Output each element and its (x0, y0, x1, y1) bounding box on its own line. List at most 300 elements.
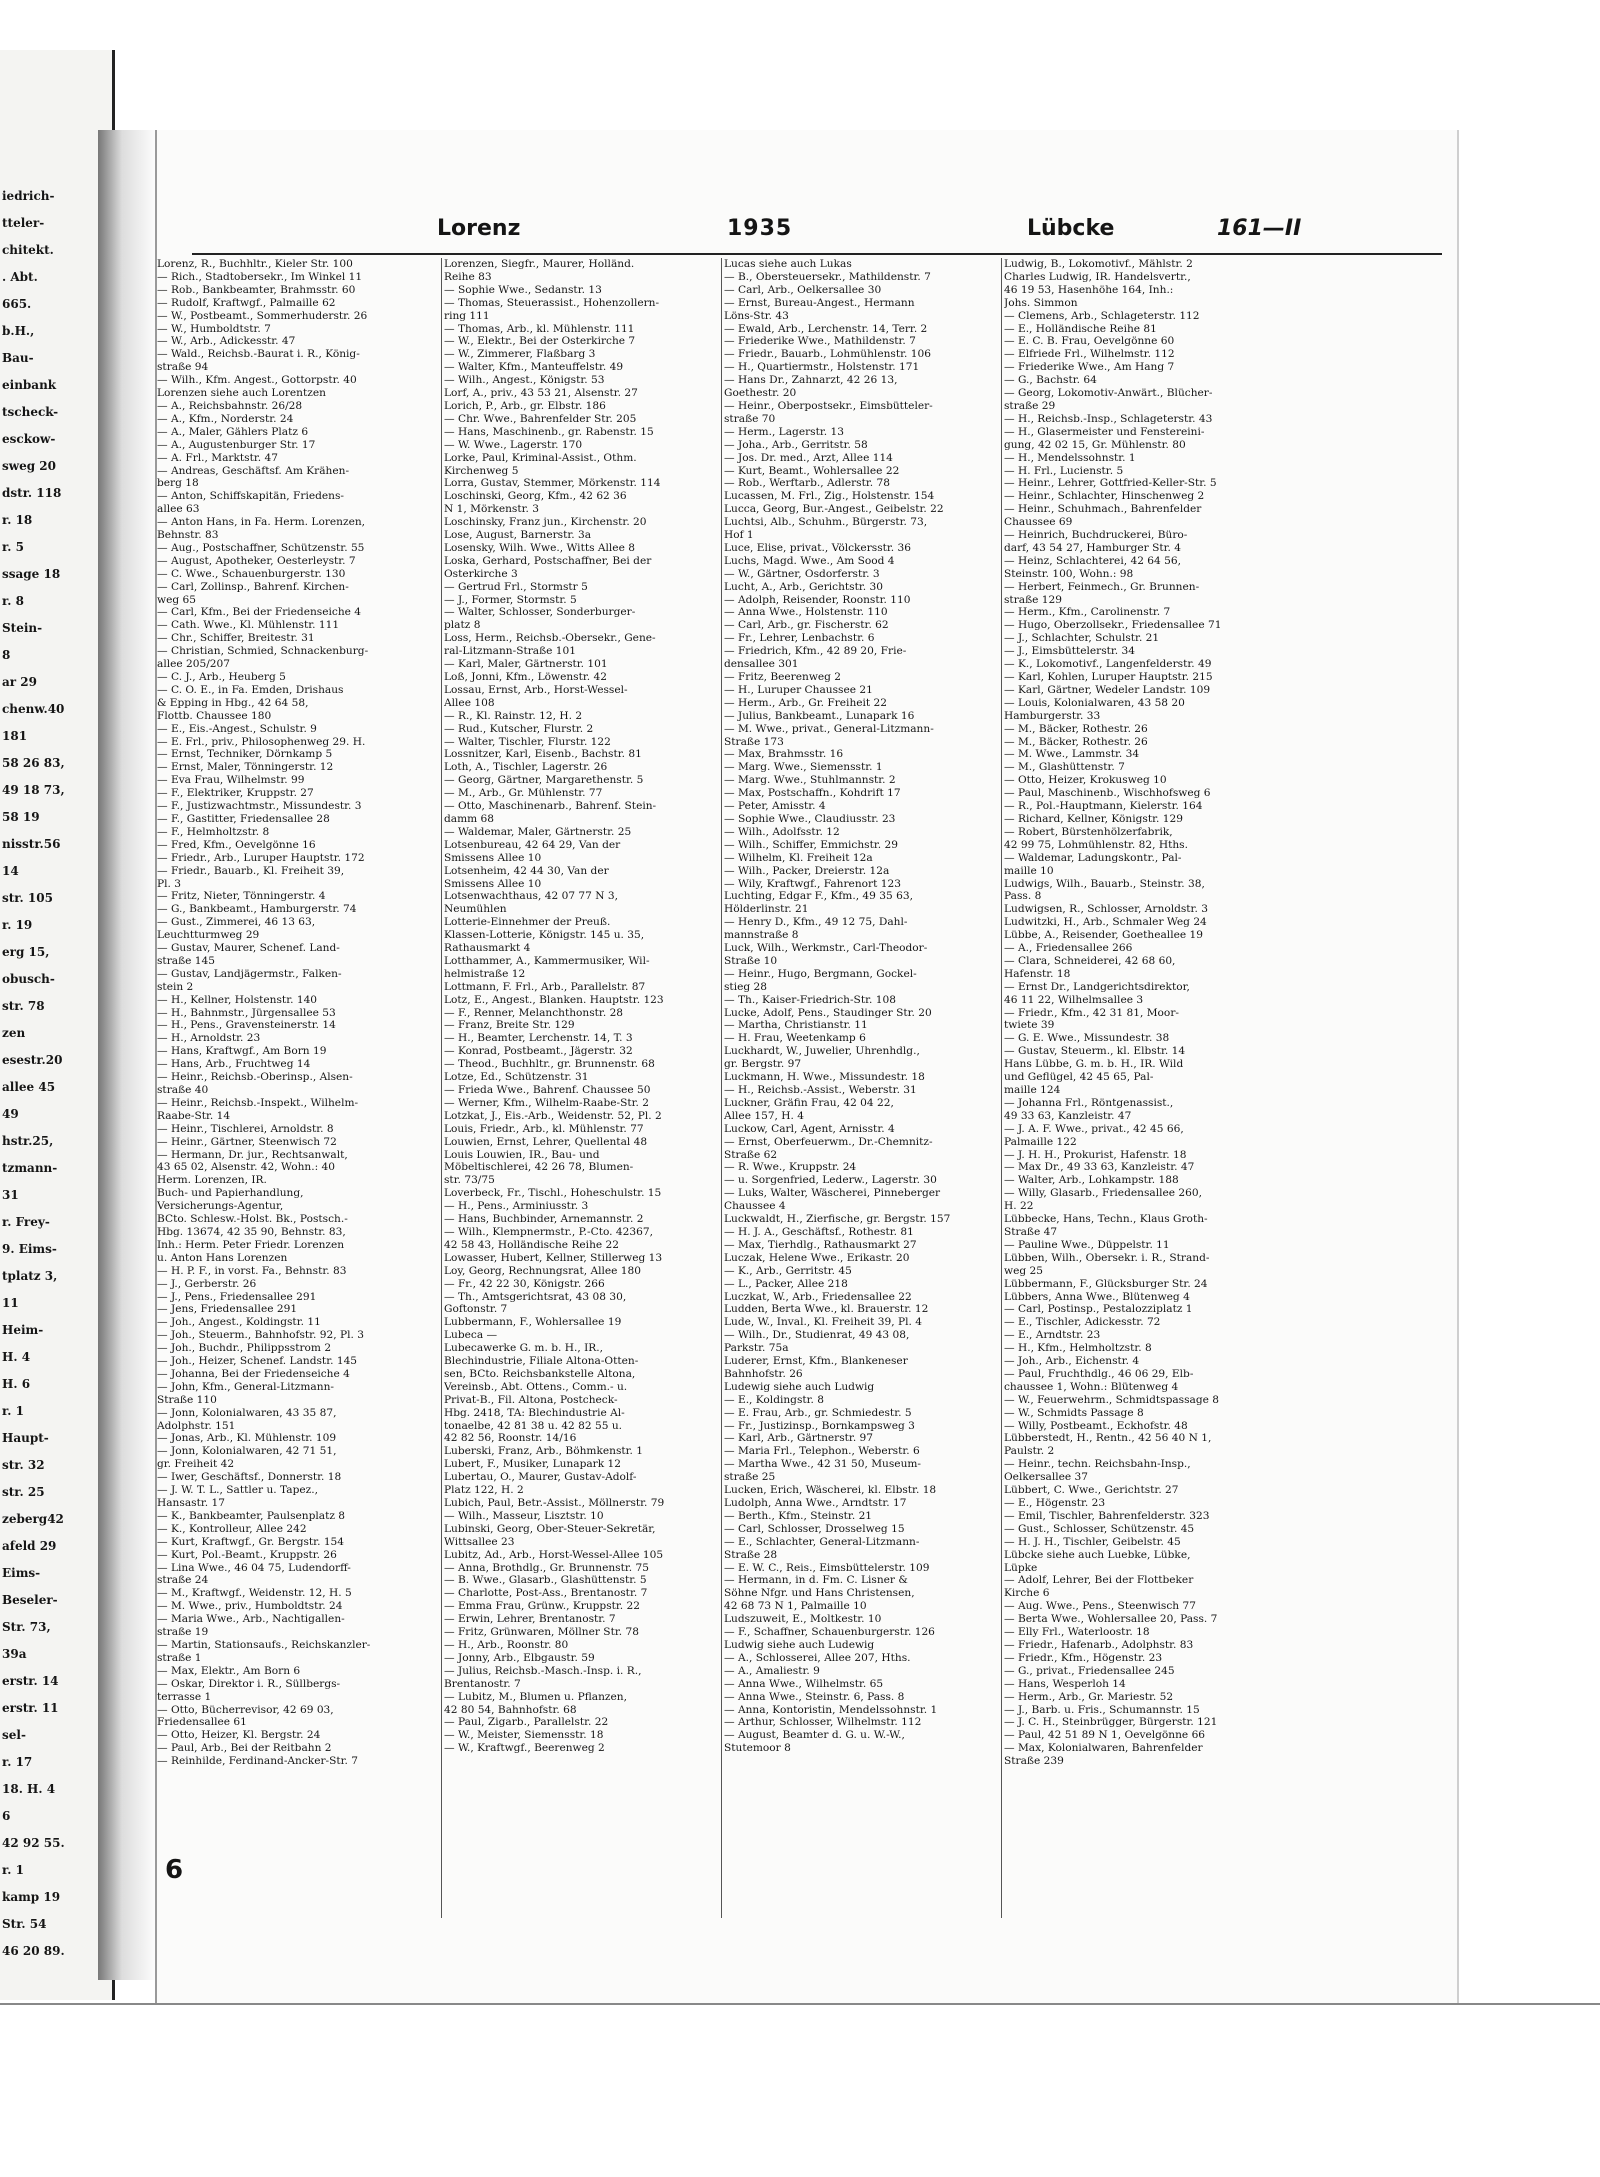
directory-entry-line: — R., Kl. Rainstr. 12, H. 2 (444, 709, 583, 722)
margin-fragment: Str. 73, (2, 1620, 51, 1634)
directory-entry-line: — W., Arb., Adickesstr. 47 (157, 335, 296, 348)
directory-entry-line: — Friedr., Kfm., 42 31 81, Moor- (1004, 1006, 1179, 1019)
directory-entry-line: — A., Augustenburger Str. 17 (157, 438, 316, 451)
directory-entry-line: — Chr., Schiffer, Breitestr. 31 (157, 632, 315, 645)
directory-entry-line: — Herm., Arb., Gr. Mariestr. 52 (1004, 1690, 1174, 1703)
directory-entry-line: — Walter, Schlosser, Sonderburger- (444, 606, 636, 619)
directory-entry-line: — Walter, Kfm., Manteuffelstr. 49 (444, 361, 624, 374)
directory-entry-line: Lotthammer, A., Kammermusiker, Wil- (444, 954, 650, 967)
directory-entry-line: Lubich, Paul, Betr.-Assist., Möllnerstr. 79 (444, 1497, 665, 1509)
directory-entry-line: — H., Mendelssohnstr. 1 (1004, 451, 1136, 464)
directory-entry-line: Inh.: Herm. Peter Friedr. Lorenzen (157, 1238, 345, 1251)
directory-entry-line: Flottb. Chaussee 180 (157, 709, 272, 722)
directory-entry-line: ral-Litzmann-Straße 101 (444, 645, 577, 658)
margin-fragment: Heim- (2, 1323, 44, 1337)
directory-entry-line: — Waldemar, Ladungskontr., Pal- (1004, 851, 1182, 864)
directory-entry-line: Lucken, Erich, Wäscherei, kl. Elbstr. 18 (724, 1484, 937, 1497)
directory-entry-line: — Th., Amtsgerichtsrat, 43 08 30, (444, 1290, 627, 1303)
directory-entry-line: — Wilh., Schiffer, Emmichstr. 29 (724, 838, 898, 851)
directory-entry-line: Behnstr. 83 (157, 529, 219, 542)
directory-entry-line: — Sophie Wwe., Sedanstr. 13 (444, 283, 602, 296)
margin-fragment: 58 19 (2, 810, 40, 824)
directory-entry-line: — Heinz, Schlachterei, 42 64 56, (1004, 554, 1181, 567)
directory-entry-line: — J., Eimsbüttelerstr. 34 (1004, 645, 1136, 658)
margin-fragment: r. 18 (2, 513, 33, 527)
directory-entry-line: — Hans, Arb., Fruchtweg 14 (157, 1058, 311, 1071)
directory-entry-line: Losensky, Wilh. Wwe., Witts Allee 8 (444, 541, 635, 554)
directory-entry-line: Ludwigsen, R., Schlosser, Arnoldstr. 3 (1004, 903, 1208, 916)
directory-entry-line: Lose, August, Barnerstr. 3a (444, 529, 592, 542)
directory-entry-line: — Berta Wwe., Wohlersallee 20, Pass. 7 (1004, 1613, 1218, 1626)
margin-fragment: 42 92 55. (2, 1836, 65, 1850)
directory-entry-line: — H., Kfm., Helmholtzstr. 8 (1004, 1342, 1152, 1355)
directory-entry-line: — Carl, Arb., gr. Fischerstr. 62 (724, 619, 889, 632)
directory-entry-line: Ludwig siehe auch Ludewig (724, 1638, 875, 1651)
directory-entry-line: — Ernst, Oberfeuerwm., Dr.-Chemnitz- (724, 1135, 933, 1148)
directory-entry-line: gr. Freiheit 42 (157, 1458, 235, 1471)
directory-entry-line: — Adolph, Reisender, Roonstr. 110 (724, 593, 911, 606)
directory-entry-line: — F., Helmholtzstr. 8 (157, 825, 270, 838)
directory-entry-line: — H., Kellner, Holstenstr. 140 (157, 993, 318, 1006)
directory-entry-line: — Frieda Wwe., Bahrenf. Chaussee 50 (444, 1084, 651, 1096)
directory-entry-line: — C. J., Arb., Heuberg 5 (157, 671, 286, 683)
directory-entry-line: — Th., Kaiser-Friedrich-Str. 108 (724, 993, 896, 1006)
directory-entry-line: — Herm., Arb., Gr. Freiheit 22 (724, 696, 888, 709)
directory-entry-line: Johs. Simmon (1004, 296, 1078, 309)
directory-entry-line: Lude, W., Inval., Kl. Freiheit 39, Pl. 4 (724, 1316, 923, 1329)
directory-entry-line: — W., Gärtner, Osdorferstr. 3 (724, 567, 880, 580)
directory-entry-line: — Gust., Schlosser, Schützenstr. 45 (1004, 1522, 1195, 1535)
directory-entry-line: — Heinr., Schlachter, Hinschenweg 2 (1004, 490, 1205, 503)
directory-entry-line: — Heinr., techn. Reichsbahn-Insp., (1004, 1458, 1191, 1471)
directory-entry-line: Brentanostr. 7 (444, 1677, 521, 1690)
directory-entry-line: Allee 157, H. 4 (724, 1109, 805, 1122)
directory-entry-line: Lossnitzer, Karl, Eisenb., Bachstr. 81 (444, 748, 642, 761)
directory-entry-line: — Theod., Buchhltr., gr. Brunnenstr. 68 (444, 1058, 655, 1071)
directory-entry-line: Ludszuweit, E., Moltkestr. 10 (724, 1613, 882, 1626)
directory-entry-line: Straße 10 (724, 954, 778, 967)
directory-entry-line: — Anton, Schiffskapitän, Friedens- (157, 490, 344, 503)
directory-entry-line: — Kurt, Beamt., Wohlersallee 22 (724, 464, 900, 477)
directory-entry-line: Oelkersallee 37 (1004, 1471, 1089, 1484)
directory-entry-line: — Karl, Kohlen, Luruper Hauptstr. 215 (1004, 671, 1213, 683)
directory-entry-line: — W., Elektr., Bei der Osterkirche 7 (444, 335, 636, 348)
directory-column-2 (444, 258, 729, 1755)
directory-entry-line: — Ernst, Maler, Tönningerstr. 12 (157, 761, 334, 774)
directory-entry-line: — Rich., Stadtobersekr., Im Winkel 11 (157, 270, 363, 283)
page-number: 161—II (1217, 216, 1302, 241)
directory-entry-line: — Johanna, Bei der Friedenseiche 4 (157, 1367, 350, 1380)
directory-entry-line: — Ewald, Arb., Lerchenstr. 14, Terr. 2 (724, 322, 928, 335)
directory-entry-line: Ludolph, Anna Wwe., Arndtstr. 17 (724, 1497, 907, 1509)
header-year: 1935 (727, 216, 793, 241)
directory-entry-line: — Lubitz, M., Blumen u. Pflanzen, (444, 1690, 627, 1703)
directory-entry-line: — R., Pol.-Hauptmann, Kielerstr. 164 (1004, 800, 1203, 813)
directory-entry-line: — Hermann, in d. Fm. C. Lisner & (724, 1574, 908, 1587)
directory-entry-line: Luce, Elise, privat., Völckersstr. 36 (724, 541, 912, 554)
directory-entry-line: straße 129 (1004, 593, 1063, 606)
margin-fragment: 6 (2, 1809, 11, 1823)
directory-entry-line: — Iwer, Geschäftsf., Donnerstr. 18 (157, 1471, 342, 1484)
directory-entry-line: — Carl, Schlosser, Drosselweg 15 (724, 1522, 905, 1535)
directory-entry-line: — Heinrich, Buchdruckerei, Büro- (1004, 529, 1188, 542)
directory-entry-line: — K., Arb., Gerritstr. 45 (724, 1264, 852, 1277)
directory-entry-line: — H., Luruper Chaussee 21 (724, 683, 873, 696)
directory-entry-line: stieg 28 (724, 980, 767, 993)
directory-entry-line: 43 65 02, Alsenstr. 42, Wohn.: 40 (157, 1161, 335, 1174)
directory-entry-line: Straße 110 (157, 1393, 217, 1406)
directory-entry-line: — Julius, Reichsb.-Masch.-Insp. i. R., (444, 1664, 642, 1677)
directory-entry-line: Lübbers, Anna Wwe., Blütenweg 4 (1004, 1290, 1190, 1303)
directory-entry-line: — Wilh., Kfm. Angest., Gottorpstr. 40 (157, 374, 357, 387)
margin-fragment: hstr.25, (2, 1134, 54, 1148)
directory-entry-line: Lübbert, C. Wwe., Gerichtstr. 27 (1004, 1484, 1179, 1497)
directory-entry-line: — Wilh., Adolfsstr. 12 (724, 825, 840, 838)
directory-entry-line: — Thomas, Arb., kl. Mühlenstr. 111 (444, 322, 635, 335)
directory-entry-line: — Sophie Wwe., Claudiusstr. 23 (724, 812, 896, 825)
directory-entry-line: — Fred, Kfm., Oevelgönne 16 (157, 838, 316, 851)
margin-fragment: afeld 29 (2, 1539, 57, 1553)
directory-entry-line: — Heinr., Hugo, Bergmann, Gockel- (724, 967, 917, 980)
margin-fragment: ssage 18 (2, 567, 61, 581)
directory-entry-line: Lüpke (1004, 1561, 1038, 1574)
directory-entry-line: — Otto, Maschinenarb., Bahrenf. Stein- (444, 800, 657, 813)
directory-entry-line: maille 124 (1004, 1084, 1061, 1096)
margin-fragment: iedrich- (2, 189, 55, 203)
directory-entry-line: — M., Glashüttenstr. 7 (1004, 761, 1125, 774)
directory-entry-line: — Pauline Wwe., Düppelstr. 11 (1004, 1238, 1170, 1251)
directory-entry-line: — Gustav, Steuerm., kl. Elbstr. 14 (1004, 1045, 1186, 1058)
directory-columns (157, 258, 1457, 1918)
directory-entry-line: — Rud., Kutscher, Flurstr. 2 (444, 722, 594, 735)
directory-entry-line: Kirchenweg 5 (444, 464, 519, 477)
directory-entry-line: — E., Schlachter, General-Litzmann- (724, 1535, 920, 1548)
directory-entry-line: damm 68 (444, 812, 495, 825)
directory-entry-line: — H., Reichsb.-Insp., Schlageterstr. 43 (1004, 412, 1213, 425)
directory-entry-line: — A., Friedensallee 266 (1004, 942, 1133, 955)
directory-entry-line: — A., Maler, Gählers Platz 6 (157, 425, 309, 438)
directory-entry-line: — Luks, Walter, Wäscherei, Pinneberger (724, 1187, 941, 1200)
margin-fragment: chitekt. (2, 243, 54, 257)
directory-entry-line: — Richard, Kellner, Königstr. 129 (1004, 812, 1183, 825)
directory-entry-line: — Julius, Bankbeamt., Lunapark 16 (724, 709, 915, 722)
directory-entry-line: — A., Kfm., Norderstr. 24 (157, 412, 294, 425)
margin-fragment: sel- (2, 1728, 26, 1742)
directory-entry-line: Loverbeck, Fr., Tischl., Hoheschulstr. 15 (444, 1187, 662, 1200)
directory-entry-line: Lucas siehe auch Lukas (724, 258, 852, 270)
directory-entry-line: — Max, Elektr., Am Born 6 (157, 1664, 301, 1677)
directory-entry-line: — Erwin, Lehrer, Brentanostr. 7 (444, 1613, 616, 1626)
directory-entry-line: Lucca, Georg, Bur.-Angest., Geibelstr. 22 (724, 503, 944, 516)
margin-fragment: tteler- (2, 216, 45, 230)
directory-entry-line: Reihe 83 (444, 270, 492, 283)
directory-entry-line: 46 19 53, Hasenhöhe 164, Inh.: (1004, 283, 1174, 296)
directory-entry-line: — W., Meister, Siemensstr. 18 (444, 1729, 604, 1742)
directory-entry-line: twiete 39 (1004, 1019, 1055, 1032)
directory-entry-line: — Fritz, Nieter, Tönningerstr. 4 (157, 890, 326, 903)
directory-entry-line: — Friederike Wwe., Am Hang 7 (1004, 361, 1175, 374)
margin-fragment: erg 15, (2, 945, 50, 959)
directory-entry-line: — Heinr., Oberpostsekr., Eimsbütteler- (724, 399, 933, 412)
directory-entry-line: Straße 173 (724, 735, 784, 748)
directory-entry-line: Goftonstr. 7 (444, 1303, 508, 1316)
directory-entry-line: — Fr., Justizinsp., Bornkampsweg 3 (724, 1419, 915, 1432)
directory-entry-line: str. 73/75 (444, 1174, 495, 1187)
directory-entry-line: Smissens Allee 10 (444, 877, 542, 890)
directory-entry-line: Versicherungs-Agentur, (157, 1200, 284, 1213)
directory-entry-line: — Wilhelm, Kl. Freiheit 12a (724, 851, 873, 864)
directory-entry-line: Lübbe, A., Reisender, Goetheallee 19 (1004, 929, 1203, 942)
directory-entry-line: Lubitz, Ad., Arb., Horst-Wessel-Allee 105 (444, 1548, 664, 1561)
directory-entry-line: — Wilh., Masseur, Lisztstr. 10 (444, 1509, 604, 1522)
directory-entry-line: — M., Bäcker, Rothestr. 26 (1004, 722, 1148, 735)
margin-fragment: Stein- (2, 621, 43, 635)
directory-page (155, 130, 1459, 2010)
directory-entry-line: — Andreas, Geschäftsf. Am Krähen- (157, 464, 350, 477)
directory-entry-line: — Hermann, Dr. jur., Rechtsanwalt, (157, 1148, 348, 1161)
directory-entry-line: — W., Schmidts Passage 8 (1004, 1406, 1144, 1419)
directory-entry-line: — Jonas, Arb., Kl. Mühlenstr. 109 (157, 1432, 337, 1445)
margin-fragment: sweg 20 (2, 459, 56, 473)
directory-entry-line: — Joh., Angest., Koldingstr. 11 (157, 1316, 321, 1329)
directory-entry-line: Raabe-Str. 14 (157, 1109, 231, 1122)
directory-entry-line: — H. J. A., Geschäftsf., Rothestr. 81 (724, 1225, 914, 1238)
directory-entry-line: — Hans, Kraftwgf., Am Born 19 (157, 1045, 327, 1058)
directory-entry-line: weg 65 (157, 593, 196, 606)
directory-entry-line: — Joh., Buchdr., Philippsstrom 2 (157, 1342, 332, 1355)
margin-fragment: Haupt- (2, 1431, 49, 1445)
directory-entry-line: Lotsenwachthaus, 42 07 77 N 3, (444, 890, 619, 903)
directory-entry-line: Lottmann, F. Frl., Arb., Parallelstr. 87 (444, 980, 646, 993)
directory-entry-line: — R. Wwe., Kruppstr. 24 (724, 1161, 857, 1174)
directory-entry-line: — E., Eis.-Angest., Schulstr. 9 (157, 722, 317, 735)
directory-entry-line: — u. Sorgenfried, Lederw., Lagerstr. 30 (724, 1174, 937, 1187)
directory-entry-line: — E., Arndtstr. 23 (1004, 1329, 1101, 1342)
directory-entry-line: — E. Frau, Arb., gr. Schmiedestr. 5 (724, 1406, 912, 1419)
directory-entry-line: — H. Frau, Weetenkamp 6 (724, 1032, 866, 1045)
directory-entry-line: Wittsallee 23 (444, 1535, 515, 1548)
directory-entry-line: — Clemens, Arb., Schlageterstr. 112 (1004, 309, 1200, 322)
directory-entry-line: terrasse 1 (157, 1690, 212, 1703)
directory-entry-line: Leuchtturmweg 29 (157, 929, 260, 942)
directory-entry-line: — Fr., Lehrer, Lenbachstr. 6 (724, 632, 875, 645)
margin-fragment: 39a (2, 1647, 27, 1661)
margin-fragment: dstr. 118 (2, 486, 62, 500)
directory-entry-line: — A., Reichsbahnstr. 26/28 (157, 399, 303, 412)
directory-entry-line: Luckow, Carl, Agent, Arnisstr. 4 (724, 1122, 895, 1135)
directory-entry-line: — Max, Postschaffn., Kohdrift 17 (724, 787, 901, 800)
directory-entry-line: — Gertrud Frl., Stormstr 5 (444, 580, 588, 593)
directory-entry-line: — G., Bachstr. 64 (1004, 374, 1097, 387)
directory-entry-line: Lorenzen, Siegfr., Maurer, Holländ. (444, 258, 635, 270)
directory-entry-line: straße 29 (1004, 399, 1056, 412)
directory-entry-line: — F., Gastitter, Friedensallee 28 (157, 812, 330, 825)
directory-entry-line: — G. E. Wwe., Missundestr. 38 (1004, 1032, 1170, 1045)
directory-entry-line: Hans Lübbe, G. m. b. H., IR. Wild (1004, 1058, 1184, 1071)
directory-entry-line: 42 82 56, Roonstr. 14/16 (444, 1432, 577, 1445)
directory-entry-line: — Wald., Reichsb.-Baurat i. R., König- (157, 348, 360, 361)
directory-entry-line: Friedensallee 61 (157, 1716, 247, 1729)
directory-entry-line: Luczak, Helene Wwe., Erikastr. 20 (724, 1251, 910, 1264)
directory-entry-line: ring 111 (444, 309, 490, 322)
directory-entry-line: — Clara, Schneiderei, 42 68 60, (1004, 954, 1176, 967)
directory-entry-line: — Jens, Friedensallee 291 (157, 1303, 298, 1316)
directory-entry-line: — J. H. H., Prokurist, Hafenstr. 18 (1004, 1148, 1187, 1161)
directory-entry-line: — Paul, Arb., Bei der Reitbahn 2 (157, 1742, 332, 1755)
directory-entry-line: — Jonn, Kolonialwaren, 43 35 87, (157, 1406, 337, 1419)
directory-entry-line: — Konrad, Postbeamt., Jägerstr. 32 (444, 1045, 633, 1058)
directory-entry-line: straße 145 (157, 954, 216, 967)
directory-entry-line: Lübberstedt, H., Rentn., 42 56 40 N 1, (1004, 1432, 1212, 1445)
directory-entry-line: Hbg. 2418, TA: Blechindustrie Al- (444, 1406, 625, 1419)
directory-entry-line: straße 19 (157, 1626, 209, 1639)
directory-entry-line: Lotterie-Einnehmer der Preuß. (444, 916, 611, 929)
directory-entry-line: Pl. 3 (157, 877, 181, 890)
directory-entry-line: — E., Högenstr. 23 (1004, 1497, 1106, 1509)
directory-entry-line: — Friederike Wwe., Mathildenstr. 7 (724, 335, 916, 348)
directory-entry-line: — H. J. H., Tischler, Geibelstr. 45 (1004, 1535, 1181, 1548)
directory-entry-line: — Aug., Postschaffner, Schützenstr. 55 (157, 541, 365, 554)
directory-entry-line: Osterkirche 3 (444, 567, 518, 580)
directory-entry-line: Luchtsi, Alb., Schuhm., Bürgerstr. 73, (724, 516, 928, 529)
directory-entry-line: — Berth., Kfm., Steinstr. 21 (724, 1509, 873, 1522)
directory-entry-line: densallee 301 (724, 658, 799, 671)
margin-fragment: kamp 19 (2, 1890, 61, 1904)
directory-entry-line: — Hans, Wesperloh 14 (1004, 1677, 1126, 1690)
directory-entry-line: 42 99 75, Lohmühlenstr. 82, Hths. (1004, 838, 1188, 851)
margin-fragment: 49 18 73, (2, 783, 65, 797)
margin-fragment: str. 32 (2, 1458, 45, 1472)
directory-entry-line: — Maria Frl., Telephon., Weberstr. 6 (724, 1445, 920, 1458)
directory-entry-line: Klassen-Lotterie, Königstr. 145 u. 35, (444, 929, 645, 942)
directory-entry-line: — Arthur, Schlosser, Wilhelmstr. 112 (724, 1716, 922, 1729)
directory-entry-line: — E. Frl., priv., Philosophenweg 29. H. (157, 735, 366, 748)
directory-entry-line: straße 70 (724, 412, 776, 425)
directory-entry-line: Lubertau, O., Maurer, Gustav-Adolf- (444, 1471, 637, 1484)
directory-entry-line: Lübben, Wilh., Obersekr. i. R., Strand- (1004, 1251, 1210, 1264)
directory-entry-line: Lübcke siehe auch Luebke, Lübke, (1004, 1548, 1191, 1561)
directory-entry-line: — H. Frl., Lucienstr. 5 (1004, 464, 1124, 477)
directory-entry-line: — Werner, Kfm., Wilhelm-Raabe-Str. 2 (444, 1096, 649, 1109)
margin-fragment: H. 6 (2, 1377, 31, 1391)
directory-entry-line: Loschinsky, Franz jun., Kirchenstr. 20 (444, 516, 647, 529)
directory-entry-line: — Willy, Glasarb., Friedensallee 260, (1004, 1187, 1202, 1200)
directory-entry-line: BCto. Schlesw.-Holst. Bk., Postsch.- (157, 1213, 348, 1226)
directory-entry-line: — Kurt, Kraftwgf., Gr. Bergstr. 154 (157, 1535, 345, 1548)
directory-entry-line: Lorke, Paul, Kriminal-Assist., Othm. (444, 451, 637, 464)
margin-fragment: 46 20 89. (2, 1944, 65, 1958)
directory-entry-line: Ludwig, B., Lokomotivf., Mählstr. 2 (1004, 258, 1193, 270)
directory-entry-line: — L., Packer, Allee 218 (724, 1277, 848, 1290)
directory-entry-line: Straße 28 (724, 1548, 778, 1561)
directory-entry-line: Lorra, Gustav, Stemmer, Mörkenstr. 114 (444, 477, 661, 490)
directory-entry-line: Möbeltischlerei, 42 26 78, Blumen- (444, 1161, 634, 1174)
directory-column-1 (157, 258, 442, 1768)
directory-entry-line: Lubeca — (444, 1329, 498, 1342)
directory-entry-line: mannstraße 8 (724, 929, 799, 942)
directory-entry-line: Louwien, Ernst, Lehrer, Quellental 48 (444, 1135, 648, 1148)
directory-entry-line: — C. O. E., in Fa. Emden, Drishaus (157, 683, 344, 696)
margin-fragment: ar 29 (2, 675, 37, 689)
directory-entry-line: — A., Amaliestr. 9 (724, 1664, 820, 1677)
directory-entry-line: Straße 239 (1004, 1755, 1064, 1768)
margin-fragment: r. 1 (2, 1863, 24, 1877)
margin-fragment: Eims- (2, 1566, 41, 1580)
directory-entry-line: Hansastr. 17 (157, 1497, 225, 1509)
directory-entry-line: — H. P. F., in vorst. Fa., Behnstr. 83 (157, 1264, 347, 1277)
directory-entry-line: — Fritz, Beerenweg 2 (724, 671, 842, 683)
directory-entry-line: — Joha., Arb., Gerritstr. 58 (724, 438, 868, 451)
margin-fragment: r. 1 (2, 1404, 24, 1418)
directory-entry-line: — W. Wwe., Lagerstr. 170 (444, 438, 583, 451)
directory-entry-line: — H., Arb., Roonstr. 80 (444, 1638, 569, 1651)
margin-fragment: erstr. 14 (2, 1674, 59, 1688)
directory-entry-line: — Anna Wwe., Steinstr. 6, Pass. 8 (724, 1690, 905, 1703)
directory-entry-line: — A. Frl., Marktstr. 47 (157, 451, 278, 464)
directory-entry-line: — M. Wwe., Lammstr. 34 (1004, 748, 1140, 761)
directory-entry-line: — Adolf, Lehrer, Bei der Flottbeker (1004, 1574, 1194, 1587)
directory-entry-line: — Wilh., Klempnermstr., P.-Cto. 42367, (444, 1225, 653, 1238)
directory-entry-line: — Paul, 42 51 89 N 1, Oevelgönne 66 (1004, 1729, 1206, 1742)
margin-fragment: 665. (2, 297, 32, 311)
directory-entry-line: — Anna Wwe., Holstenstr. 110 (724, 606, 888, 619)
directory-entry-line: Luckner, Gräfin Frau, 42 04 22, (724, 1096, 894, 1109)
directory-entry-line: — Max, Tierhdlg., Rathausmarkt 27 (724, 1238, 917, 1251)
directory-entry-line: & Epping in Hbg., 42 64 58, (157, 696, 309, 709)
directory-entry-line: Loth, A., Tischler, Lagerstr. 26 (444, 761, 608, 774)
directory-entry-line: — Elfriede Frl., Wilhelmstr. 112 (1004, 348, 1175, 361)
directory-entry-line: — W., Zimmerer, Flaßbarg 3 (444, 348, 596, 361)
directory-entry-line: Smissens Allee 10 (444, 851, 542, 864)
directory-entry-line: maille 10 (1004, 864, 1054, 877)
margin-fragment: Bau- (2, 351, 34, 365)
directory-entry-line: — H., Glasermeister und Fenstereini- (1004, 425, 1205, 438)
directory-entry-line: — Walter, Arb., Lohkampstr. 188 (1004, 1174, 1179, 1187)
directory-entry-line: — Carl, Arb., Oelkersallee 30 (724, 283, 882, 296)
directory-entry-line: straße 25 (724, 1471, 776, 1484)
directory-entry-line: Goethestr. 20 (724, 387, 797, 400)
directory-entry-line: — Johanna Frl., Röntgenassist., (1004, 1096, 1174, 1109)
directory-entry-line: Chaussee 4 (724, 1200, 786, 1213)
directory-entry-line: — Heinr., Gärtner, Steenwisch 72 (157, 1135, 337, 1148)
directory-entry-line: Söhne Nfgr. und Hans Christensen, (724, 1587, 915, 1600)
directory-entry-line: und Geflügel, 42 45 65, Pal- (1004, 1071, 1154, 1084)
directory-entry-line: Hölderlinstr. 21 (724, 903, 809, 916)
directory-entry-line: Hbg. 13674, 42 35 90, Behnstr. 83, (157, 1225, 346, 1238)
directory-entry-line: — Martha Wwe., 42 31 50, Museum- (724, 1458, 922, 1471)
directory-entry-line: — Wily, Kraftwgf., Fahrenort 123 (724, 877, 901, 890)
directory-entry-line: Lübbermann, F., Glücksburger Str. 24 (1004, 1277, 1208, 1290)
directory-entry-line: Lucke, Adolf, Pens., Staudinger Str. 20 (724, 1006, 932, 1019)
margin-fragment: allee 45 (2, 1080, 56, 1094)
directory-entry-line: Lotze, Ed., Schützenstr. 31 (444, 1071, 589, 1084)
directory-entry-line: — J. C. H., Steinbrügger, Bürgerstr. 121 (1004, 1716, 1218, 1729)
directory-entry-line: — J., Schlachter, Schulstr. 21 (1004, 632, 1160, 645)
directory-entry-line: Paulstr. 2 (1004, 1445, 1055, 1458)
directory-entry-line: — J., Gerberstr. 26 (157, 1277, 257, 1290)
directory-entry-line: Luberski, Franz, Arb., Böhmkenstr. 1 (444, 1445, 644, 1458)
directory-entry-line: 42 80 54, Bahnhofstr. 68 (444, 1703, 577, 1716)
directory-entry-line: — Gustav, Maurer, Schenef. Land- (157, 942, 340, 955)
directory-entry-line: — B., Obersteuersekr., Mathildenstr. 7 (724, 270, 931, 283)
directory-entry-line: — Ernst, Bureau-Angest., Hermann (724, 296, 915, 309)
directory-entry-line: — Rob., Bankbeamter, Brahmsstr. 60 (157, 283, 356, 296)
directory-entry-line: — W., Postbeamt., Sommerhuderstr. 26 (157, 309, 368, 322)
margin-fragment: 58 26 83, (2, 756, 65, 770)
directory-entry-line: — Max, Kolonialwaren, Bahrenfelder (1004, 1742, 1203, 1755)
directory-entry-line: Privat-B., Fil. Altona, Postcheck- (444, 1393, 618, 1406)
directory-entry-line: — Christian, Schmied, Schnackenburg- (157, 645, 369, 658)
